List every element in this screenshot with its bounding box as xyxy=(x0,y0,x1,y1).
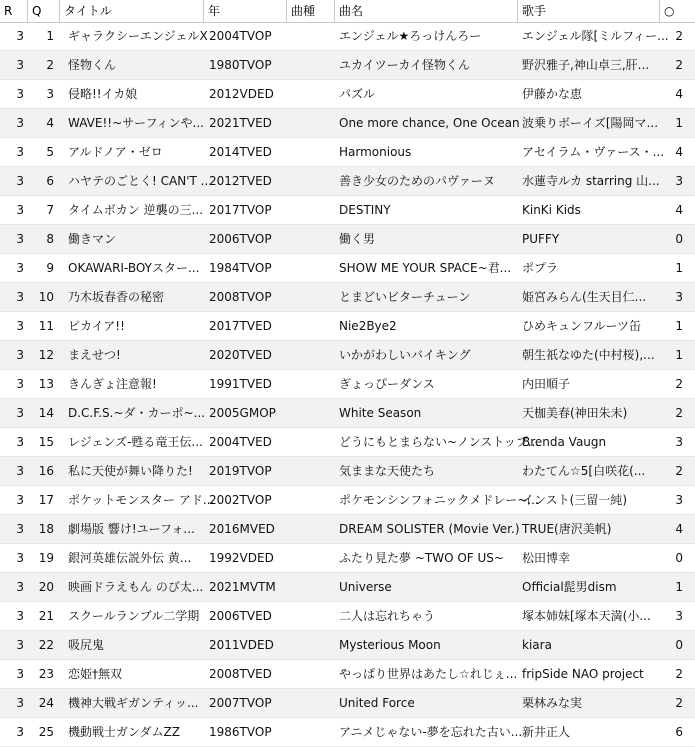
cell-song: パズル xyxy=(339,87,376,101)
cell-genre xyxy=(290,515,334,543)
cell-song: ユカイツーカイ怪物くん xyxy=(339,58,471,72)
table-row[interactable] xyxy=(0,167,695,196)
cell-r: 3 xyxy=(16,203,24,217)
cell-circle: 2 xyxy=(675,406,683,420)
cell-artist: 水蓮寺ルカ starring 山... xyxy=(522,174,660,188)
cell-q: 4 xyxy=(46,116,54,130)
table-row[interactable] xyxy=(0,196,695,225)
cell-artist: KinKi Kids xyxy=(522,203,581,217)
table-row[interactable] xyxy=(0,544,695,573)
cell-title: ピカイア!! xyxy=(68,319,125,333)
cell-artist: アセイラム・ヴァース・... xyxy=(522,145,665,159)
cell-year: 2012VDED xyxy=(209,87,274,101)
cell-r: 3 xyxy=(16,580,24,594)
cell-r: 3 xyxy=(16,696,24,710)
cell-q: 18 xyxy=(38,522,54,536)
cell-artist: 塚本姉妹[塚本天満(小... xyxy=(522,609,651,623)
table-row[interactable] xyxy=(0,428,695,457)
cell-circle: 2 xyxy=(675,58,683,72)
cell-r: 3 xyxy=(16,667,24,681)
cell-artist: 内田順子 xyxy=(522,377,571,391)
cell-artist: インスト(三留一純) xyxy=(522,493,628,507)
cell-genre xyxy=(290,22,334,50)
cell-q: 1 xyxy=(46,29,54,43)
cell-q: 19 xyxy=(38,551,54,565)
cell-title: ポケットモンスター アド... xyxy=(68,493,215,507)
cell-title: ハヤテのごとく! CAN'T ... xyxy=(68,174,213,188)
cell-title: 劇場版 響け!ユーフォ... xyxy=(68,522,195,536)
cell-r: 3 xyxy=(16,377,24,391)
cell-r: 3 xyxy=(16,319,24,333)
cell-r: 3 xyxy=(16,551,24,565)
cell-r: 3 xyxy=(16,87,24,101)
cell-q: 12 xyxy=(38,348,54,362)
table-row[interactable] xyxy=(0,109,695,138)
cell-r: 3 xyxy=(16,725,24,739)
cell-song: 働く男 xyxy=(339,232,376,246)
cell-year: 2008TVED xyxy=(209,667,272,681)
cell-title: 機神大戦ギガンティッ... xyxy=(68,696,199,710)
cell-song: エンジェル★ろっけんろー xyxy=(339,29,482,43)
cell-q: 5 xyxy=(46,145,54,159)
cell-title: きんぎょ注意報! xyxy=(68,377,157,391)
cell-genre xyxy=(290,718,334,746)
column-header-artist[interactable]: 歌手 xyxy=(518,0,660,22)
cell-song: いかがわしいバイキング xyxy=(339,348,471,362)
cell-circle: 3 xyxy=(675,174,683,188)
cell-artist: 波乗りボーイズ[陽岡マ... xyxy=(522,116,659,130)
cell-r: 3 xyxy=(16,174,24,188)
cell-year: 2016MVED xyxy=(209,522,275,536)
cell-song: Universe xyxy=(339,580,392,594)
cell-q: 22 xyxy=(38,638,54,652)
cell-artist: 野沢雅子,神山卓三,肝... xyxy=(522,58,650,72)
cell-circle: 1 xyxy=(675,116,683,130)
cell-r: 3 xyxy=(16,609,24,623)
cell-r: 3 xyxy=(16,145,24,159)
cell-artist: 新井正人 xyxy=(522,725,571,739)
cell-song: Harmonious xyxy=(339,145,412,159)
cell-genre xyxy=(290,689,334,717)
cell-circle: 0 xyxy=(675,551,683,565)
cell-title: 私に天使が舞い降りた! xyxy=(68,464,193,478)
cell-r: 3 xyxy=(16,348,24,362)
cell-circle: 2 xyxy=(675,464,683,478)
cell-circle: 4 xyxy=(675,87,683,101)
cell-q: 11 xyxy=(38,319,54,333)
cell-title: 吸尻鬼 xyxy=(68,638,105,652)
table-row[interactable] xyxy=(0,515,695,544)
cell-year: 1992VDED xyxy=(209,551,274,565)
cell-song: Mysterious Moon xyxy=(339,638,441,652)
cell-song: DESTINY xyxy=(339,203,391,217)
cell-q: 16 xyxy=(38,464,54,478)
cell-title: スクールランブル二学期 xyxy=(68,609,200,623)
cell-song: ふたり見た夢 ~TWO OF US~ xyxy=(339,551,504,565)
cell-genre xyxy=(290,283,334,311)
cell-year: 1991TVED xyxy=(209,377,272,391)
cell-year: 2017TVED xyxy=(209,319,272,333)
cell-song: やっぱり世界はあたし☆れじぇ... xyxy=(339,667,518,681)
table-row[interactable] xyxy=(0,573,695,602)
cell-genre xyxy=(290,486,334,514)
table-row[interactable] xyxy=(0,283,695,312)
cell-circle: 3 xyxy=(675,290,683,304)
cell-song: Nie2Bye2 xyxy=(339,319,397,333)
cell-title: 機動戦士ガンダムZZ xyxy=(68,725,180,739)
cell-r: 3 xyxy=(16,493,24,507)
cell-genre xyxy=(290,631,334,659)
cell-q: 15 xyxy=(38,435,54,449)
cell-q: 23 xyxy=(38,667,54,681)
cell-title: D.C.F.S.~ダ・カーポ~... xyxy=(68,406,206,420)
cell-q: 2 xyxy=(46,58,54,72)
cell-circle: 4 xyxy=(675,203,683,217)
cell-genre xyxy=(290,167,334,195)
cell-q: 20 xyxy=(38,580,54,594)
cell-genre xyxy=(290,370,334,398)
cell-genre xyxy=(290,80,334,108)
cell-song: 善き少女のためのパヴァーヌ xyxy=(339,174,495,188)
cell-q: 10 xyxy=(38,290,54,304)
table-row[interactable] xyxy=(0,51,695,80)
cell-genre xyxy=(290,457,334,485)
cell-song: White Season xyxy=(339,406,422,420)
cell-artist: kiara xyxy=(522,638,552,652)
table-row[interactable] xyxy=(0,631,695,660)
table-header xyxy=(0,0,695,23)
cell-year: 2004TVED xyxy=(209,435,272,449)
cell-artist: Brenda Vaugn xyxy=(522,435,607,449)
cell-q: 25 xyxy=(38,725,54,739)
cell-genre xyxy=(290,109,334,137)
cell-year: 2012TVED xyxy=(209,174,272,188)
table-row[interactable] xyxy=(0,254,695,283)
cell-year: 2021TVED xyxy=(209,116,272,130)
cell-q: 8 xyxy=(46,232,54,246)
table-row[interactable] xyxy=(0,602,695,631)
cell-circle: 2 xyxy=(675,696,683,710)
cell-artist: 栗林みな実 xyxy=(522,696,583,710)
cell-song: United Force xyxy=(339,696,415,710)
table-row[interactable] xyxy=(0,689,695,718)
cell-title: 恋姫†無双 xyxy=(68,667,123,681)
cell-circle: 1 xyxy=(675,319,683,333)
cell-artist: TRUE(唐沢美帆) xyxy=(522,522,612,536)
cell-song: どうにもとまらない~ノンストップ... xyxy=(339,435,540,449)
cell-r: 3 xyxy=(16,29,24,43)
cell-title: 銀河英雄伝説外伝 黄... xyxy=(68,551,192,565)
cell-circle: 1 xyxy=(675,580,683,594)
cell-artist: ひめキュンフルーツ缶 xyxy=(522,319,642,333)
cell-title: OKAWARI-BOYスター... xyxy=(68,261,200,275)
cell-r: 3 xyxy=(16,261,24,275)
cell-r: 3 xyxy=(16,638,24,652)
cell-artist: 天枷美春(神田朱未) xyxy=(522,406,628,420)
table-row[interactable] xyxy=(0,312,695,341)
cell-r: 3 xyxy=(16,116,24,130)
cell-genre xyxy=(290,51,334,79)
cell-genre xyxy=(290,428,334,456)
cell-genre xyxy=(290,399,334,427)
cell-genre xyxy=(290,341,334,369)
cell-song: ぎょっぴーダンス xyxy=(339,377,435,391)
cell-year: 2021MVTM xyxy=(209,580,276,594)
cell-q: 21 xyxy=(38,609,54,623)
cell-year: 1986TVOP xyxy=(209,725,272,739)
cell-genre xyxy=(290,138,334,166)
cell-title: レジェンズ-甦る竜王伝... xyxy=(68,435,203,449)
cell-artist: エンジェル隊[ミルフィー... xyxy=(522,29,669,43)
cell-circle: 0 xyxy=(675,232,683,246)
cell-circle: 0 xyxy=(675,638,683,652)
cell-title: 乃木坂春香の秘密 xyxy=(68,290,165,304)
cell-genre xyxy=(290,254,334,282)
cell-r: 3 xyxy=(16,232,24,246)
column-header-q[interactable]: Q xyxy=(28,0,60,22)
cell-song: ポケモンシンフォニックメドレー~... xyxy=(339,493,539,507)
cell-circle: 3 xyxy=(675,435,683,449)
cell-q: 13 xyxy=(38,377,54,391)
cell-q: 7 xyxy=(46,203,54,217)
table-row[interactable] xyxy=(0,486,695,515)
cell-song: SHOW ME YOUR SPACE~君... xyxy=(339,261,512,275)
cell-title: 怪物くん xyxy=(68,58,117,72)
table-body xyxy=(0,22,695,747)
cell-song: とまどいビターチューン xyxy=(339,290,471,304)
cell-r: 3 xyxy=(16,435,24,449)
cell-r: 3 xyxy=(16,290,24,304)
cell-circle: 1 xyxy=(675,348,683,362)
cell-year: 2007TVOP xyxy=(209,696,272,710)
cell-circle: 2 xyxy=(675,29,683,43)
column-header-year[interactable]: 年 xyxy=(204,0,287,22)
cell-year: 2008TVOP xyxy=(209,290,272,304)
cell-artist: PUFFY xyxy=(522,232,560,246)
table-row[interactable] xyxy=(0,225,695,254)
cell-year: 2006TVOP xyxy=(209,232,272,246)
column-header-song[interactable]: 曲名 xyxy=(335,0,518,22)
table-row[interactable] xyxy=(0,22,695,51)
cell-year: 2014TVED xyxy=(209,145,272,159)
cell-genre xyxy=(290,660,334,688)
cell-artist: Official髭男dism xyxy=(522,580,617,594)
cell-circle: 4 xyxy=(675,522,683,536)
cell-genre xyxy=(290,544,334,572)
cell-genre xyxy=(290,602,334,630)
cell-q: 9 xyxy=(46,261,54,275)
cell-year: 2019TVOP xyxy=(209,464,272,478)
cell-year: 2017TVOP xyxy=(209,203,272,217)
cell-q: 3 xyxy=(46,87,54,101)
cell-artist: fripSide NAO project xyxy=(522,667,644,681)
cell-song: 二人は忘れちゃう xyxy=(339,609,436,623)
cell-genre xyxy=(290,312,334,340)
cell-artist: 朝生祇なゆた(中村桜),... xyxy=(522,348,655,362)
cell-q: 24 xyxy=(38,696,54,710)
cell-song: 気ままな天使たち xyxy=(339,464,436,478)
table-row[interactable] xyxy=(0,341,695,370)
cell-r: 3 xyxy=(16,464,24,478)
cell-r: 3 xyxy=(16,406,24,420)
cell-year: 1984TVOP xyxy=(209,261,272,275)
cell-year: 2005GMOP xyxy=(209,406,276,420)
cell-q: 17 xyxy=(38,493,54,507)
cell-title: 侵略!!イカ娘 xyxy=(68,87,138,101)
table-row[interactable] xyxy=(0,138,695,167)
cell-q: 6 xyxy=(46,174,54,188)
cell-r: 3 xyxy=(16,58,24,72)
cell-q: 14 xyxy=(38,406,54,420)
cell-artist: わたてん☆5[白咲花(... xyxy=(522,464,646,478)
cell-artist: ポプラ xyxy=(522,261,559,275)
cell-genre xyxy=(290,573,334,601)
cell-title: 働きマン xyxy=(68,232,117,246)
cell-circle: 6 xyxy=(675,725,683,739)
cell-song: One more chance, One Ocean xyxy=(339,116,520,130)
cell-year: 2011VDED xyxy=(209,638,274,652)
cell-circle: 2 xyxy=(675,667,683,681)
column-header-circle[interactable]: ○ xyxy=(664,4,675,18)
cell-song: DREAM SOLISTER (Movie Ver.) xyxy=(339,522,520,536)
column-header-genre[interactable]: 曲種 xyxy=(287,0,335,22)
cell-year: 2004TVOP xyxy=(209,29,272,43)
table-row[interactable] xyxy=(0,718,695,747)
cell-r: 3 xyxy=(16,522,24,536)
table-row[interactable] xyxy=(0,370,695,399)
cell-genre xyxy=(290,225,334,253)
table-row[interactable] xyxy=(0,457,695,486)
cell-title: タイムボカン 逆襲の三... xyxy=(68,203,204,217)
cell-artist: 松田博幸 xyxy=(522,551,571,565)
cell-circle: 3 xyxy=(675,609,683,623)
cell-year: 2020TVED xyxy=(209,348,272,362)
cell-artist: 姫宮みらん(生天目仁... xyxy=(522,290,647,304)
cell-circle: 3 xyxy=(675,493,683,507)
cell-song: アニメじゃない-夢を忘れた古い... xyxy=(339,725,523,739)
table-row[interactable] xyxy=(0,660,695,689)
table-row[interactable] xyxy=(0,80,695,109)
cell-circle: 4 xyxy=(675,145,683,159)
table-row[interactable] xyxy=(0,399,695,428)
cell-year: 1980TVOP xyxy=(209,58,272,72)
column-header-r[interactable]: R xyxy=(0,0,28,22)
cell-title: 映画ドラえもん のび太... xyxy=(68,580,204,594)
cell-title: まえせつ! xyxy=(68,348,121,362)
cell-year: 2006TVED xyxy=(209,609,272,623)
cell-circle: 2 xyxy=(675,377,683,391)
cell-title: ギャラクシーエンジェルX xyxy=(68,29,208,43)
cell-genre xyxy=(290,196,334,224)
cell-artist: 伊藤かな恵 xyxy=(522,87,583,101)
cell-title: アルドノア・ゼロ xyxy=(68,145,163,159)
column-header-title[interactable]: タイトル xyxy=(60,0,204,22)
cell-circle: 1 xyxy=(675,261,683,275)
cell-year: 2002TVOP xyxy=(209,493,272,507)
cell-title: WAVE!!~サーフィンや... xyxy=(68,116,205,130)
